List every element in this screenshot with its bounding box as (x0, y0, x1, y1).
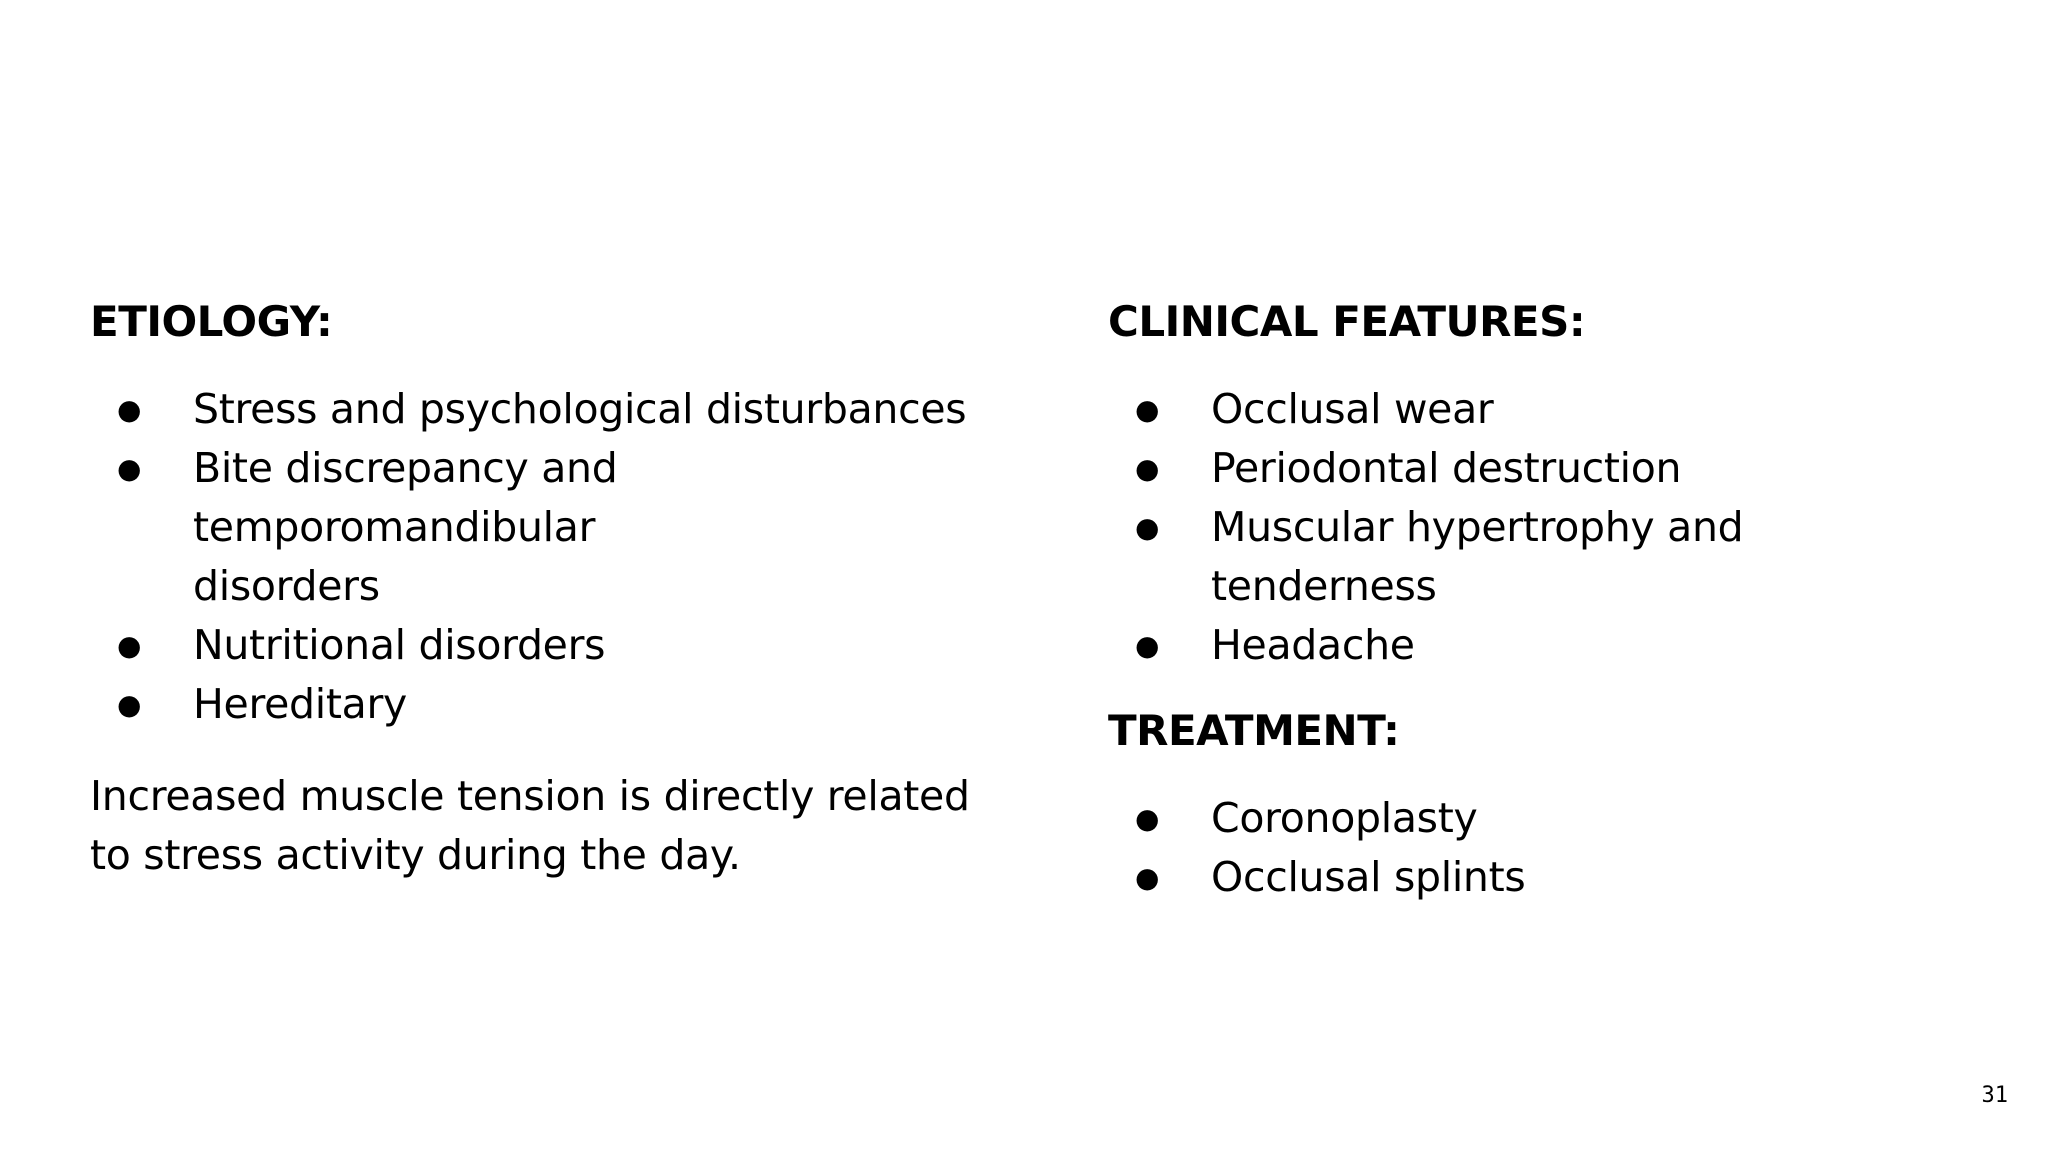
etiology-column (90, 296, 990, 885)
list-item-text: Coronoplasty (1211, 794, 1478, 842)
bullet-icon: ● (117, 452, 142, 485)
list-item-text: Occlusal wear (1211, 385, 1494, 433)
list-item-text: Muscular hypertrophy and tenderness (1211, 503, 1744, 610)
etiology-list (90, 380, 990, 734)
bullet-icon: ● (117, 688, 142, 721)
list-item (90, 380, 990, 439)
bullet-icon: ● (117, 629, 142, 662)
list-item-text: Nutritional disorders (193, 621, 606, 669)
list-item (90, 675, 990, 734)
bullet-icon: ● (117, 393, 142, 426)
list-item (1108, 380, 1968, 439)
list-item-text: Bite discrepancy and temporomandibular disorders (193, 444, 618, 610)
list-item-text: Occlusal splints (1211, 853, 1526, 901)
clinical-features-heading: CLINICAL FEATURES: (1108, 297, 1586, 346)
etiology-note: Increased muscle tension is directly related to stress activity during the day. (90, 772, 970, 879)
bullet-icon: ● (1135, 629, 1160, 662)
list-item (1108, 439, 1968, 498)
list-item (1108, 498, 1851, 616)
bullet-icon: ● (1135, 511, 1160, 544)
bullet-icon: ● (1135, 802, 1160, 835)
bullet-icon: ● (1135, 452, 1160, 485)
list-item-text: Periodontal destruction (1211, 444, 1682, 492)
treatment-heading: TREATMENT: (1108, 706, 1400, 755)
etiology-heading: ETIOLOGY: (90, 297, 333, 346)
list-item-text: Headache (1211, 621, 1415, 669)
list-item (90, 439, 753, 616)
clinical-column (1108, 296, 1968, 907)
page-number: 31 (1981, 1083, 2008, 1108)
treatment-list (1108, 789, 1968, 907)
list-item (1108, 848, 1968, 907)
list-item (1108, 616, 1968, 675)
bullet-icon: ● (1135, 861, 1160, 894)
clinical-features-list (1108, 380, 1968, 675)
list-item (1108, 789, 1968, 848)
list-item-text: Hereditary (193, 680, 407, 728)
bullet-icon: ● (1135, 393, 1160, 426)
list-item-text: Stress and psychological disturbances (193, 385, 967, 433)
list-item (90, 616, 990, 675)
